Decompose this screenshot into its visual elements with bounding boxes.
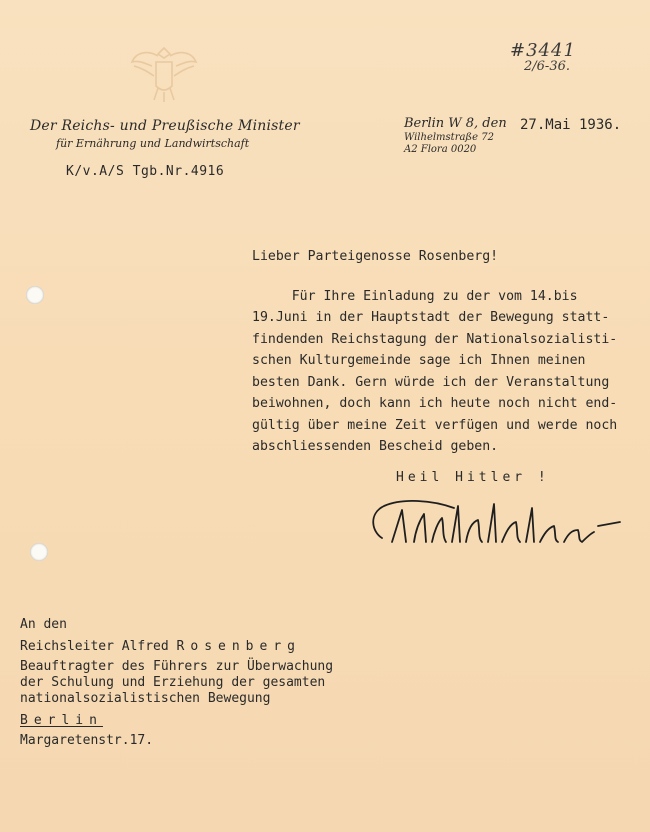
closing: Heil Hitler ! xyxy=(396,470,550,485)
punch-hole xyxy=(30,543,48,561)
recipient-surname: Rosenberg xyxy=(176,639,301,654)
sender-street: Wilhelmstraße 72 xyxy=(404,132,494,143)
body-line: beiwohnen, doch kann ich heute noch nicht end- xyxy=(252,396,618,411)
handwritten-note xyxy=(510,40,576,74)
letterhead xyxy=(30,118,300,150)
recipient-name-prefix: Reichsleiter Alfred xyxy=(20,639,169,654)
recipient-title xyxy=(20,659,333,707)
note-date: 2/6-36. xyxy=(524,59,570,74)
letterhead-title: Der Reichs- und Preußische Minister xyxy=(30,118,300,134)
punch-hole xyxy=(26,286,44,304)
sender-address xyxy=(404,116,507,155)
body-line: gültig über meine Zeit verfügen und werde noch xyxy=(252,417,618,433)
reference-number: K/v.A/S Tgb.Nr.4916 xyxy=(66,164,225,179)
body-line: findenden Reichstagung der Nationalsozialisti- xyxy=(252,331,618,347)
sender-city: Berlin W 8, den xyxy=(404,116,507,131)
recipient-to: An den xyxy=(20,617,67,632)
recipient-street: Margaretenstr.17. xyxy=(20,733,154,748)
body-line: 19.Juni in der Hauptstadt der Bewegung statt- xyxy=(252,310,610,325)
recipient-title-line: nationalsozialistischen Bewegung xyxy=(20,691,271,706)
sender-phone: A2 Flora 0020 xyxy=(404,144,477,155)
letterhead-subtitle: für Ernährung und Landwirtschaft xyxy=(56,137,250,150)
body-line: besten Dank. Gern würde ich der Veranstaltung xyxy=(252,374,610,390)
body-line: schen Kulturgemeinde sage ich Ihnen meinen xyxy=(252,353,586,368)
recipient-block xyxy=(20,617,333,749)
salutation: Lieber Parteigenosse Rosenberg! xyxy=(252,249,499,264)
letter-date: 27.Mai 1936. xyxy=(520,117,622,133)
body-line: abschliessenden Bescheid geben. xyxy=(252,439,499,454)
signature-icon xyxy=(362,492,624,558)
note-number: #3441 xyxy=(510,40,576,61)
body-line: Für Ihre Einladung zu der vom 14.bis xyxy=(252,288,578,304)
recipient-title-line: der Schulung und Erziehung der gesamten xyxy=(20,675,326,690)
eagle-seal-icon xyxy=(128,40,200,106)
letter-body xyxy=(252,246,617,458)
recipient-title-line: Beauftragter des Führers zur Überwachung xyxy=(20,659,334,674)
recipient-name xyxy=(20,639,333,655)
recipient-city: Berlin xyxy=(20,713,103,728)
